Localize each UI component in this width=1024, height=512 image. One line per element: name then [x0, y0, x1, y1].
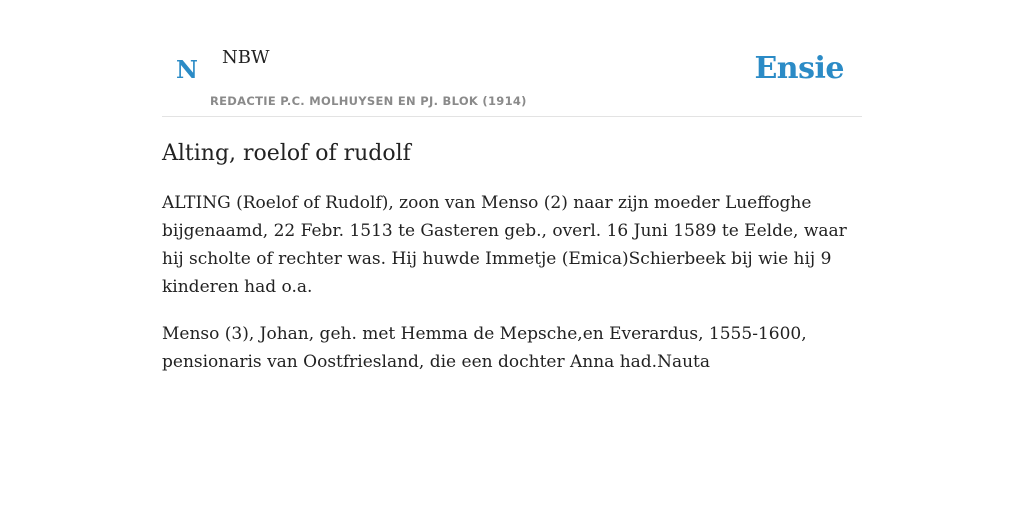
- entry-paragraph: Menso (3), Johan, geh. met Hemma de Mepsche,en Everardus, 1555-1600, pensionaris van Oostfriesland, die een dochter Anna had.Nauta: [162, 324, 807, 372]
- entry-paragraph: ALTING (Roelof of Rudolf), zoon van Menso (2) naar zijn moeder Lueffoghe bijgenaamd, 22 Febr. 1513 te Gasteren geb., overl. 16 Juni 1589 te Eelde, waar hij scholte of rechter was. Hij huwde Immetje (Emica)Schierbeek bij wie hij 9 kinderen had o.a.: [162, 193, 847, 297]
- entry-title: Alting, roelof of rudolf: [162, 141, 411, 166]
- book-code[interactable]: NBW: [222, 47, 270, 68]
- brand-logo[interactable]: Ensie: [754, 51, 844, 86]
- editors-line: REDACTIE P.C. MOLHUYSEN EN PJ. BLOK (1914): [210, 94, 527, 108]
- entry-content: [162, 138, 862, 376]
- page-header: [162, 0, 862, 117]
- book-logo[interactable]: N: [176, 55, 198, 84]
